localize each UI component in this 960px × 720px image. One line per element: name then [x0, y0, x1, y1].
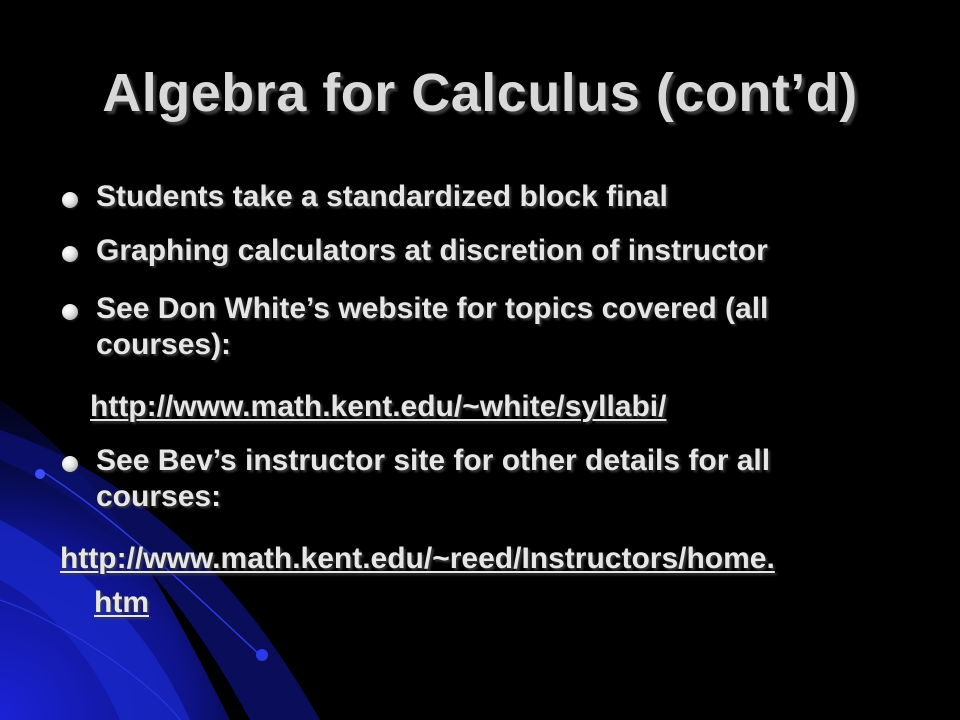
syllabi-link[interactable]: http://www.math.kent.edu/~white/syllabi/: [90, 390, 667, 423]
bullet-text-line-1: See Bev’s instructor site for other details for all: [96, 444, 771, 477]
bullet-icon: [62, 246, 78, 262]
bullet-icon: [62, 304, 78, 320]
bullet-icon: [62, 456, 78, 472]
bullet-text-line-2: courses:: [96, 480, 222, 513]
slide-title: Algebra for Calculus (cont’d): [102, 63, 858, 123]
bullet-text: Students take a standardized block final: [96, 180, 668, 213]
instructors-link-line-2[interactable]: htm: [94, 586, 149, 619]
bullet-text: Graphing calculators at discretion of instructor: [96, 234, 768, 267]
bullet-text-line-2: courses):: [96, 328, 232, 361]
instructors-link-line-1[interactable]: http://www.math.kent.edu/~reed/Instructors/home.: [60, 542, 775, 575]
bullet-text-line-1: See Don White’s website for topics covered (all: [96, 292, 769, 325]
bullet-icon: [62, 192, 78, 208]
